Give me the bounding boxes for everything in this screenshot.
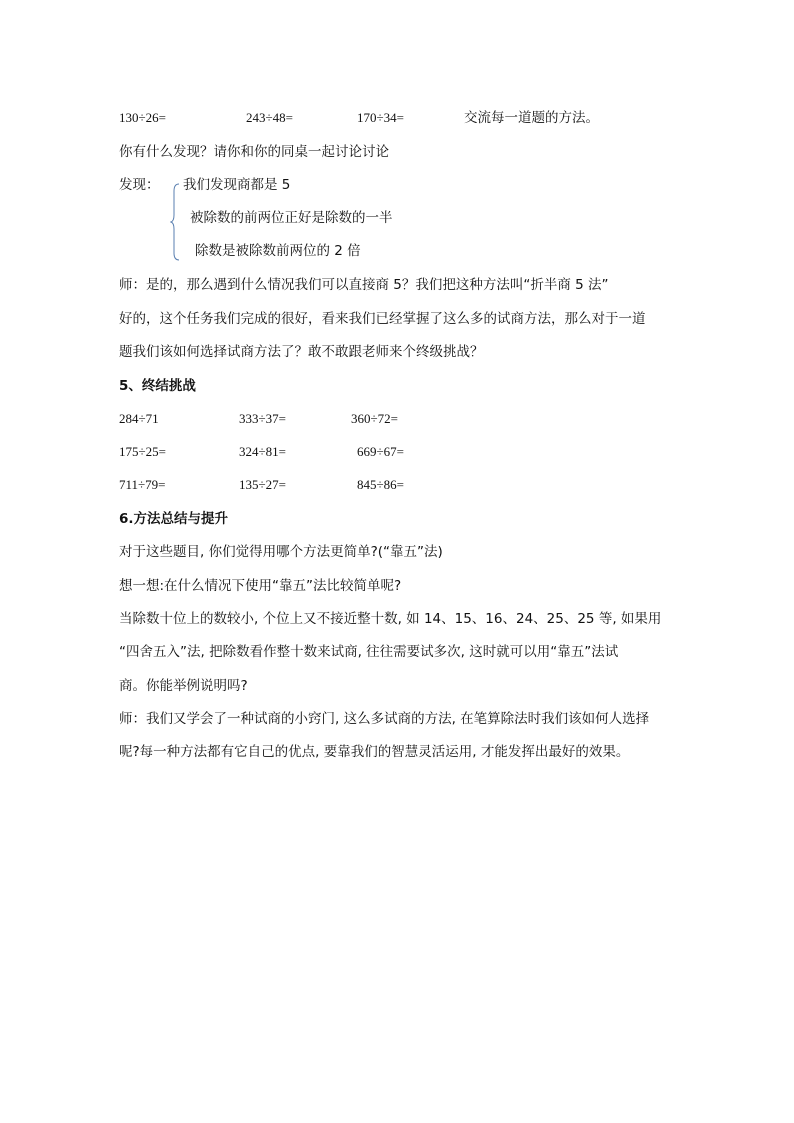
paragraph-line: 题我们该如何选择试商方法了？敢不敢跟老师来个终级挑战？ xyxy=(119,344,484,360)
explanation-line: 商。你能举例说明吗? xyxy=(119,678,248,694)
expression-130-26: 130÷26= xyxy=(119,110,166,125)
teacher-remark-2: 师：我们又学会了一种试商的小窍门, 这么多试商的方法, 在笔算除法时我们该如何人选择 xyxy=(119,711,650,727)
expression-243-48: 243÷48= xyxy=(246,110,293,125)
teacher-remark-1: 师：是的，那么遇到什么情况我们可以直接商 5？我们把这种方法叫“折半商 5 法” xyxy=(119,277,609,293)
challenge-expression: 175÷25= xyxy=(119,444,166,459)
challenge-expression: 333÷37= xyxy=(239,411,286,426)
challenge-expression: 669÷67= xyxy=(357,444,404,459)
challenge-expression: 845÷86= xyxy=(357,477,404,492)
discovery-item: 除数是被除数前两位的 2 倍 xyxy=(195,243,361,259)
discover-question: 你有什么发现？请你和你的同桌一起讨论讨论 xyxy=(119,144,389,160)
section-6-title: 6.方法总结与提升 xyxy=(119,511,229,527)
expression-170-34: 170÷34= xyxy=(357,110,404,125)
challenge-expression: 324÷81= xyxy=(239,444,286,459)
question-when-use: 想一想:在什么情况下使用“靠五”法比较简单呢? xyxy=(119,578,402,594)
discovery-item: 我们发现商都是 5 xyxy=(183,177,291,193)
explanation-line: 当除数十位上的数较小, 个位上又不接近整十数, 如 14、15、16、24、25、25 等, 如果用 xyxy=(119,611,662,627)
paragraph-line: 好的，这个任务我们完成的很好，看来我们已经掌握了这么多的试商方法，那么对于一道 xyxy=(119,311,646,327)
challenge-expression: 360÷72= xyxy=(351,411,398,426)
section-5-title: 5、终结挑战 xyxy=(119,378,196,394)
challenge-expression: 135÷27= xyxy=(239,477,286,492)
challenge-expression: 284÷71 xyxy=(119,411,159,426)
explanation-line: “四舍五入”法, 把除数看作整十数来试商, 往往需要试多次, 这时就可以用“靠五”法试 xyxy=(119,644,619,660)
teacher-remark-2: 呢?每一种方法都有它自己的优点, 要靠我们的智慧灵活运用, 才能发挥出最好的效果。 xyxy=(119,744,630,760)
brace-icon xyxy=(170,183,180,261)
challenge-expression: 711÷79= xyxy=(119,477,166,492)
discovery-item: 被除数的前两位正好是除数的一半 xyxy=(190,210,393,226)
discovery-label: 发现： xyxy=(119,177,160,193)
exchange-methods-note: 交流每一道题的方法。 xyxy=(464,110,599,126)
question-simpler-method: 对于这些题目, 你们觉得用哪个方法更简单?(“靠五”法) xyxy=(119,544,443,560)
